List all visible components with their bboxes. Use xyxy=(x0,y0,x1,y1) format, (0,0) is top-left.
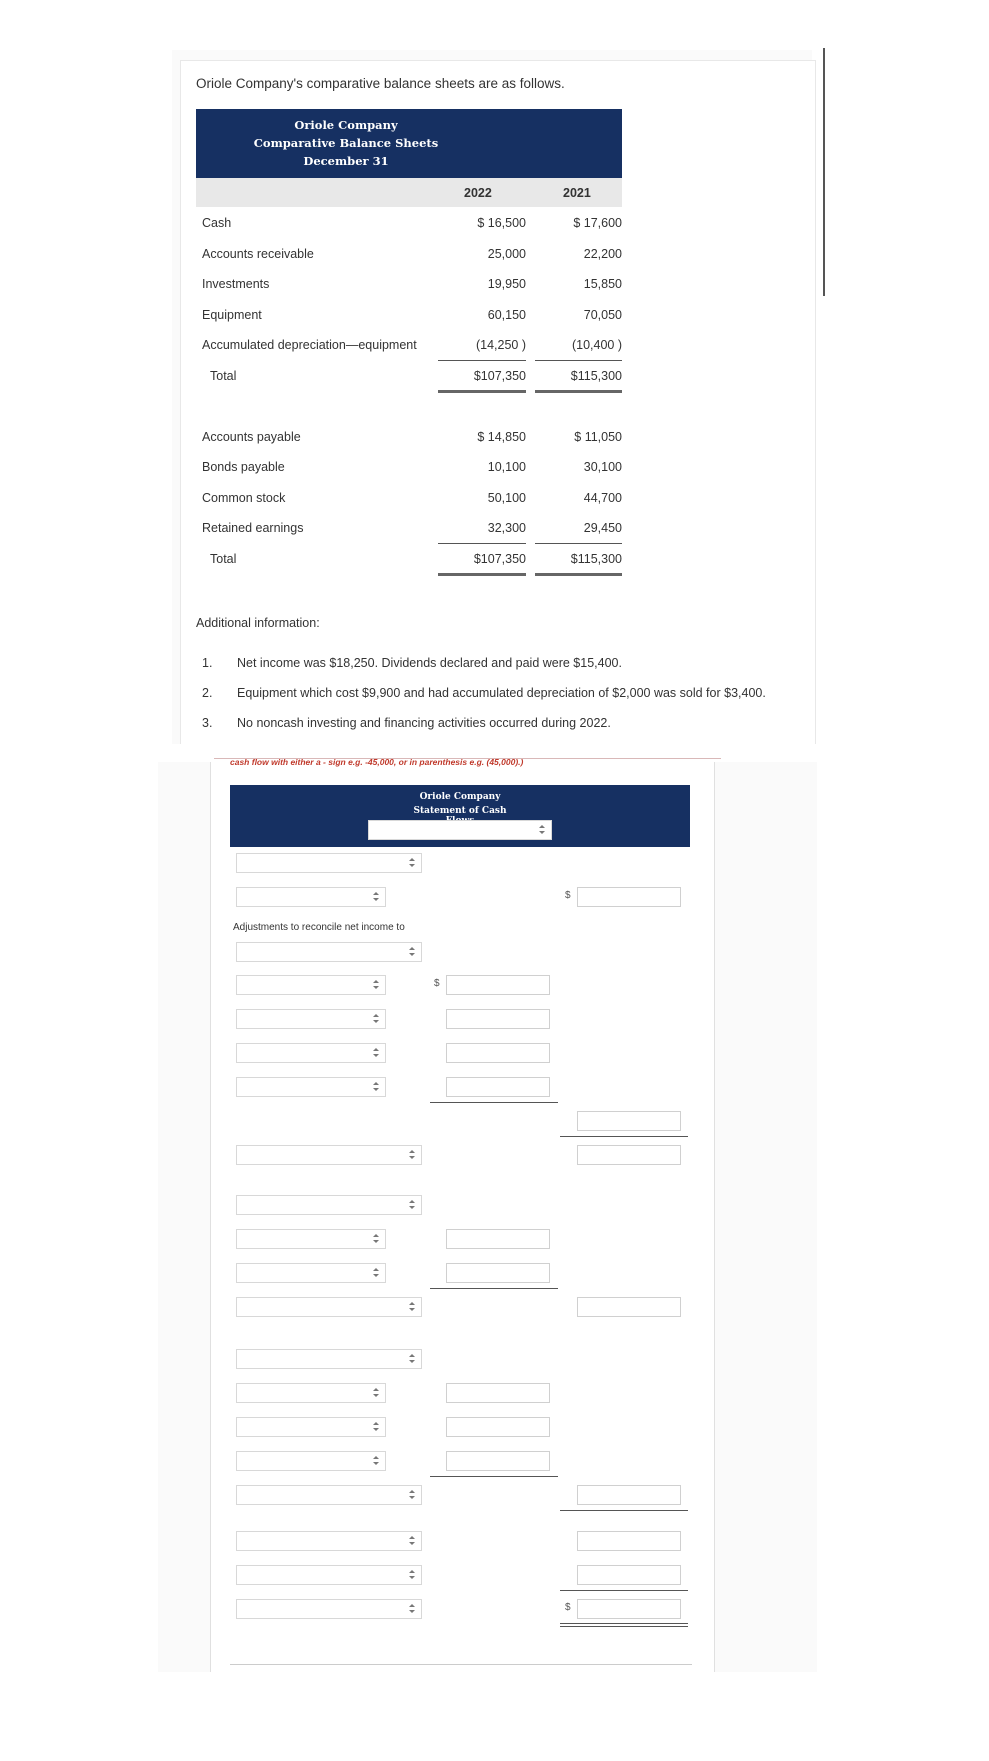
chevron-updown-icon xyxy=(407,1602,417,1616)
cf-title: Statement of Cash xyxy=(413,806,507,816)
bs-total-2022: $107,350 xyxy=(473,552,526,566)
adjustments-label: Adjustments to reconcile net income to xyxy=(233,922,405,933)
chevron-updown-icon xyxy=(371,1454,381,1468)
bs-total-2021: $115,300 xyxy=(570,369,622,383)
item-text: Net income was $18,250. Dividends declared and paid were $15,400. xyxy=(237,656,622,670)
bs-row-label: Accounts payable xyxy=(202,430,301,444)
section-total-select[interactable] xyxy=(236,1145,422,1165)
additional-info-heading: Additional information: xyxy=(196,616,320,630)
bottom-divider xyxy=(230,1664,692,1665)
chevron-updown-icon xyxy=(371,1080,381,1094)
chevron-updown-icon xyxy=(407,1568,417,1582)
bs-row-label: Investments xyxy=(202,277,270,291)
bs-row-label: Accounts receivable xyxy=(202,247,314,261)
chevron-updown-icon xyxy=(371,1046,381,1060)
item-number: 3. xyxy=(202,716,213,730)
bs-value-2021: $ 17,600 xyxy=(573,216,622,230)
bs-date: December 31 xyxy=(303,154,389,168)
chevron-updown-icon xyxy=(407,1198,417,1212)
bs-column-header-row xyxy=(196,178,622,207)
subtotal-rule xyxy=(438,543,526,544)
amount-input[interactable] xyxy=(577,1297,681,1317)
amount-input[interactable] xyxy=(446,1229,550,1249)
chevron-updown-icon xyxy=(407,1148,417,1162)
amount-input[interactable] xyxy=(446,1263,550,1283)
subtotal-rule xyxy=(560,1510,688,1511)
amount-input[interactable] xyxy=(577,887,681,907)
bs-value-2021: $ 11,050 xyxy=(574,430,622,444)
chevron-updown-icon xyxy=(371,1232,381,1246)
account-select[interactable] xyxy=(236,1263,386,1283)
subtotal-rule xyxy=(560,1590,688,1591)
subtotal-rule xyxy=(560,1136,688,1137)
amount-input[interactable] xyxy=(446,1043,550,1063)
total-double-rule xyxy=(560,1626,688,1627)
bs-value-2021: 29,450 xyxy=(583,521,622,535)
bs-value-2022: 25,000 xyxy=(487,247,526,261)
bs-value-2021: 15,850 xyxy=(583,277,622,291)
account-select[interactable] xyxy=(236,1383,386,1403)
bs-total-2022: $107,350 xyxy=(473,369,526,383)
bs-value-2022: 32,300 xyxy=(487,521,526,535)
chevron-updown-icon xyxy=(371,978,381,992)
amount-input[interactable] xyxy=(446,975,550,995)
total-double-rule xyxy=(535,573,622,576)
subtotal-rule xyxy=(430,1476,558,1477)
account-select[interactable] xyxy=(236,887,386,907)
amount-input[interactable] xyxy=(446,1417,550,1437)
account-select[interactable] xyxy=(236,1009,386,1029)
chevron-updown-icon xyxy=(407,1534,417,1548)
bs-value-2022: 50,100 xyxy=(487,491,526,505)
bs-total-label: Total xyxy=(210,369,237,383)
amount-input[interactable] xyxy=(446,1451,550,1471)
section-total-select[interactable] xyxy=(236,1297,422,1317)
bs-value-2022: (14,250 ) xyxy=(475,338,526,352)
amount-input[interactable] xyxy=(577,1111,681,1131)
bs-total-2021: $115,300 xyxy=(570,552,622,566)
bs-row-label: Retained earnings xyxy=(202,521,304,535)
chevron-updown-icon xyxy=(537,823,547,837)
account-select[interactable] xyxy=(236,1451,386,1471)
period-select[interactable] xyxy=(368,820,552,840)
subtotal-rule xyxy=(535,360,622,361)
item-text: No noncash investing and financing activities occurred during 2022. xyxy=(237,716,611,730)
summary-select[interactable] xyxy=(236,1599,422,1619)
subtotal-rule xyxy=(430,1288,558,1289)
account-select[interactable] xyxy=(236,1043,386,1063)
dollar-sign: $ xyxy=(565,890,571,901)
col-2021-header: 2021 xyxy=(563,186,591,200)
bs-value-2021: (10,400 ) xyxy=(571,338,622,352)
bs-value-2021: 22,200 xyxy=(583,247,622,261)
amount-input[interactable] xyxy=(577,1599,681,1619)
bs-total-label: Total xyxy=(210,552,237,566)
chevron-updown-icon xyxy=(371,1266,381,1280)
bs-value-2022: 19,950 xyxy=(487,277,526,291)
bs-value-2022: $ 16,500 xyxy=(477,216,526,230)
account-select[interactable] xyxy=(236,942,422,962)
subtotal-rule xyxy=(535,543,622,544)
amount-input[interactable] xyxy=(446,1077,550,1097)
bs-title: Comparative Balance Sheets xyxy=(253,136,439,150)
item-text: Equipment which cost $9,900 and had accumulated depreciation of $2,000 was sold for $3,400. xyxy=(237,686,766,700)
amount-input[interactable] xyxy=(577,1145,681,1165)
instruction-text: cash flow with either a - sign e.g. -45,000, or in parenthesis e.g. (45,000).) xyxy=(230,757,524,767)
chevron-updown-icon xyxy=(407,1488,417,1502)
total-double-rule xyxy=(438,390,526,393)
bs-value-2021: 44,700 xyxy=(583,491,622,505)
dollar-sign: $ xyxy=(565,1602,571,1613)
amount-input[interactable] xyxy=(577,1485,681,1505)
cash-flow-header xyxy=(230,785,690,847)
account-select[interactable] xyxy=(236,1229,386,1249)
item-number: 1. xyxy=(202,656,213,670)
bs-value-2021: 70,050 xyxy=(583,308,622,322)
bs-row-label: Common stock xyxy=(202,491,286,505)
chevron-updown-icon xyxy=(407,1300,417,1314)
bs-value-2021: 30,100 xyxy=(583,460,622,474)
amount-input[interactable] xyxy=(446,1383,550,1403)
bs-value-2022: $ 14,850 xyxy=(477,430,526,444)
total-double-rule xyxy=(560,1623,688,1624)
section-heading-select[interactable] xyxy=(236,1349,422,1369)
account-select[interactable] xyxy=(236,853,422,873)
amount-input[interactable] xyxy=(446,1009,550,1029)
chevron-updown-icon xyxy=(371,1386,381,1400)
amount-input[interactable] xyxy=(577,1565,681,1585)
section-heading-select[interactable] xyxy=(236,1195,422,1215)
item-number: 2. xyxy=(202,686,213,700)
chevron-updown-icon xyxy=(407,1352,417,1366)
total-double-rule xyxy=(535,390,622,393)
chevron-updown-icon xyxy=(371,890,381,904)
chevron-updown-icon xyxy=(407,945,417,959)
amount-input[interactable] xyxy=(577,1531,681,1551)
summary-select[interactable] xyxy=(236,1531,422,1551)
bs-row-label: Bonds payable xyxy=(202,460,285,474)
bs-row-label: Accumulated depreciation—equipment xyxy=(202,338,417,352)
summary-select[interactable] xyxy=(236,1565,422,1585)
section-total-select[interactable] xyxy=(236,1485,422,1505)
chevron-updown-icon xyxy=(371,1420,381,1434)
account-select[interactable] xyxy=(236,975,386,995)
chevron-updown-icon xyxy=(371,1012,381,1026)
account-select[interactable] xyxy=(236,1077,386,1097)
bs-row-label: Equipment xyxy=(202,308,262,322)
intro-text: Oriole Company's comparative balance sheets are as follows. xyxy=(196,76,565,91)
col-2022-header: 2022 xyxy=(464,186,492,200)
cf-company-name: Oriole Company xyxy=(419,792,501,802)
bs-row-label: Cash xyxy=(202,216,232,230)
total-double-rule xyxy=(438,573,526,576)
subtotal-rule xyxy=(430,1102,558,1103)
dollar-sign: $ xyxy=(434,978,440,989)
chevron-updown-icon xyxy=(407,856,417,870)
bs-company-name: Oriole Company xyxy=(294,118,398,132)
subtotal-rule xyxy=(438,360,526,361)
bs-value-2022: 10,100 xyxy=(487,460,526,474)
account-select[interactable] xyxy=(236,1417,386,1437)
bs-value-2022: 60,150 xyxy=(487,308,526,322)
scrollbar[interactable] xyxy=(823,48,825,296)
